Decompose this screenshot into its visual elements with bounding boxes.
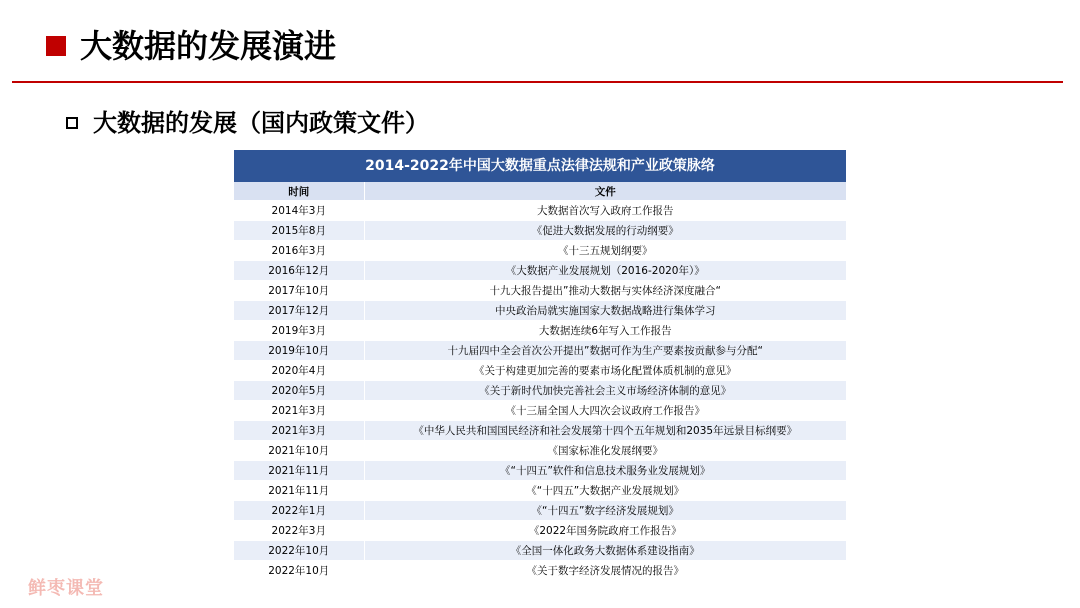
- table-row: [234, 361, 846, 381]
- cell-document: 《促进大数据发展的行动纲要》: [364, 221, 846, 241]
- cell-time: 2019年3月: [234, 321, 364, 341]
- cell-time: 2017年10月: [234, 281, 364, 301]
- cell-document: 十九届四中全会首次公开提出”数据可作为生产要素按贡献参与分配“: [364, 341, 846, 361]
- title-bullet-square: [46, 36, 66, 56]
- cell-time: 2021年3月: [234, 421, 364, 441]
- cell-document: 《十三届全国人大四次会议政府工作报告》: [364, 401, 846, 421]
- cell-document: 《2022年国务院政府工作报告》: [364, 521, 846, 541]
- cell-document: 《关于数字经济发展情况的报告》: [364, 561, 846, 581]
- cell-time: 2020年4月: [234, 361, 364, 381]
- table-row: [234, 381, 846, 401]
- table-row: [234, 541, 846, 561]
- cell-document: 《“十四五”软件和信息技术服务业发展规划》: [364, 461, 846, 481]
- column-header-time: 时间: [234, 182, 364, 201]
- cell-document: 《十三五规划纲要》: [364, 241, 846, 261]
- cell-time: 2017年12月: [234, 301, 364, 321]
- table-row: [234, 521, 846, 541]
- cell-time: 2014年3月: [234, 201, 364, 221]
- table-row: [234, 481, 846, 501]
- cell-document: 十九大报告提出”推动大数据与实体经济深度融合“: [364, 281, 846, 301]
- cell-document: 《大数据产业发展规划（2016-2020年）》: [364, 261, 846, 281]
- policy-table-container: [234, 150, 846, 581]
- cell-document: 中央政治局就实施国家大数据战略进行集体学习: [364, 301, 846, 321]
- cell-document: 《关于新时代加快完善社会主义市场经济体制的意见》: [364, 381, 846, 401]
- cell-time: 2022年1月: [234, 501, 364, 521]
- cell-time: 2015年8月: [234, 221, 364, 241]
- table-row: [234, 301, 846, 321]
- table-row: [234, 501, 846, 521]
- cell-time: 2019年10月: [234, 341, 364, 361]
- table-row: [234, 241, 846, 261]
- cell-time: 2020年5月: [234, 381, 364, 401]
- table-row: [234, 221, 846, 241]
- table-row: [234, 421, 846, 441]
- cell-document: 《中华人民共和国国民经济和社会发展第十四个五年规划和2035年远景目标纲要》: [364, 421, 846, 441]
- watermark-logo-text: 鲜枣课堂: [28, 578, 104, 599]
- table-row: [234, 281, 846, 301]
- cell-document: 大数据首次写入政府工作报告: [364, 201, 846, 221]
- cell-document: 《关于构建更加完善的要素市场化配置体质机制的意见》: [364, 361, 846, 381]
- cell-document: 《全国一体化政务大数据体系建设指南》: [364, 541, 846, 561]
- cell-time: 2021年3月: [234, 401, 364, 421]
- table-row: [234, 561, 846, 581]
- column-header-document: 文件: [364, 182, 846, 201]
- cell-time: 2021年11月: [234, 481, 364, 501]
- page-title: 大数据的发展演进: [80, 27, 337, 65]
- table-row: [234, 201, 846, 221]
- cell-time: 2022年10月: [234, 541, 364, 561]
- cell-document: 大数据连续6年写入工作报告: [364, 321, 846, 341]
- table-title: 2014-2022年中国大数据重点法律法规和产业政策脉络: [234, 150, 846, 182]
- cell-document: 《“十四五”数字经济发展规划》: [364, 501, 846, 521]
- cell-document: 《国家标准化发展纲要》: [364, 441, 846, 461]
- cell-time: 2016年3月: [234, 241, 364, 261]
- table-row: [234, 321, 846, 341]
- table-row: [234, 461, 846, 481]
- table-row: [234, 261, 846, 281]
- cell-time: 2022年10月: [234, 561, 364, 581]
- cell-time: 2022年3月: [234, 521, 364, 541]
- policy-table: [234, 182, 846, 581]
- subtitle-bullet-square: [66, 117, 78, 129]
- section-subtitle: 大数据的发展（国内政策文件）: [93, 109, 429, 137]
- table-row: [234, 401, 846, 421]
- table-body: [234, 201, 846, 581]
- cell-time: 2021年11月: [234, 461, 364, 481]
- table-row: [234, 341, 846, 361]
- table-header-row: [234, 182, 846, 201]
- cell-time: 2016年12月: [234, 261, 364, 281]
- title-divider: [12, 81, 1063, 83]
- table-row: [234, 441, 846, 461]
- cell-time: 2021年10月: [234, 441, 364, 461]
- cell-document: 《“十四五”大数据产业发展规划》: [364, 481, 846, 501]
